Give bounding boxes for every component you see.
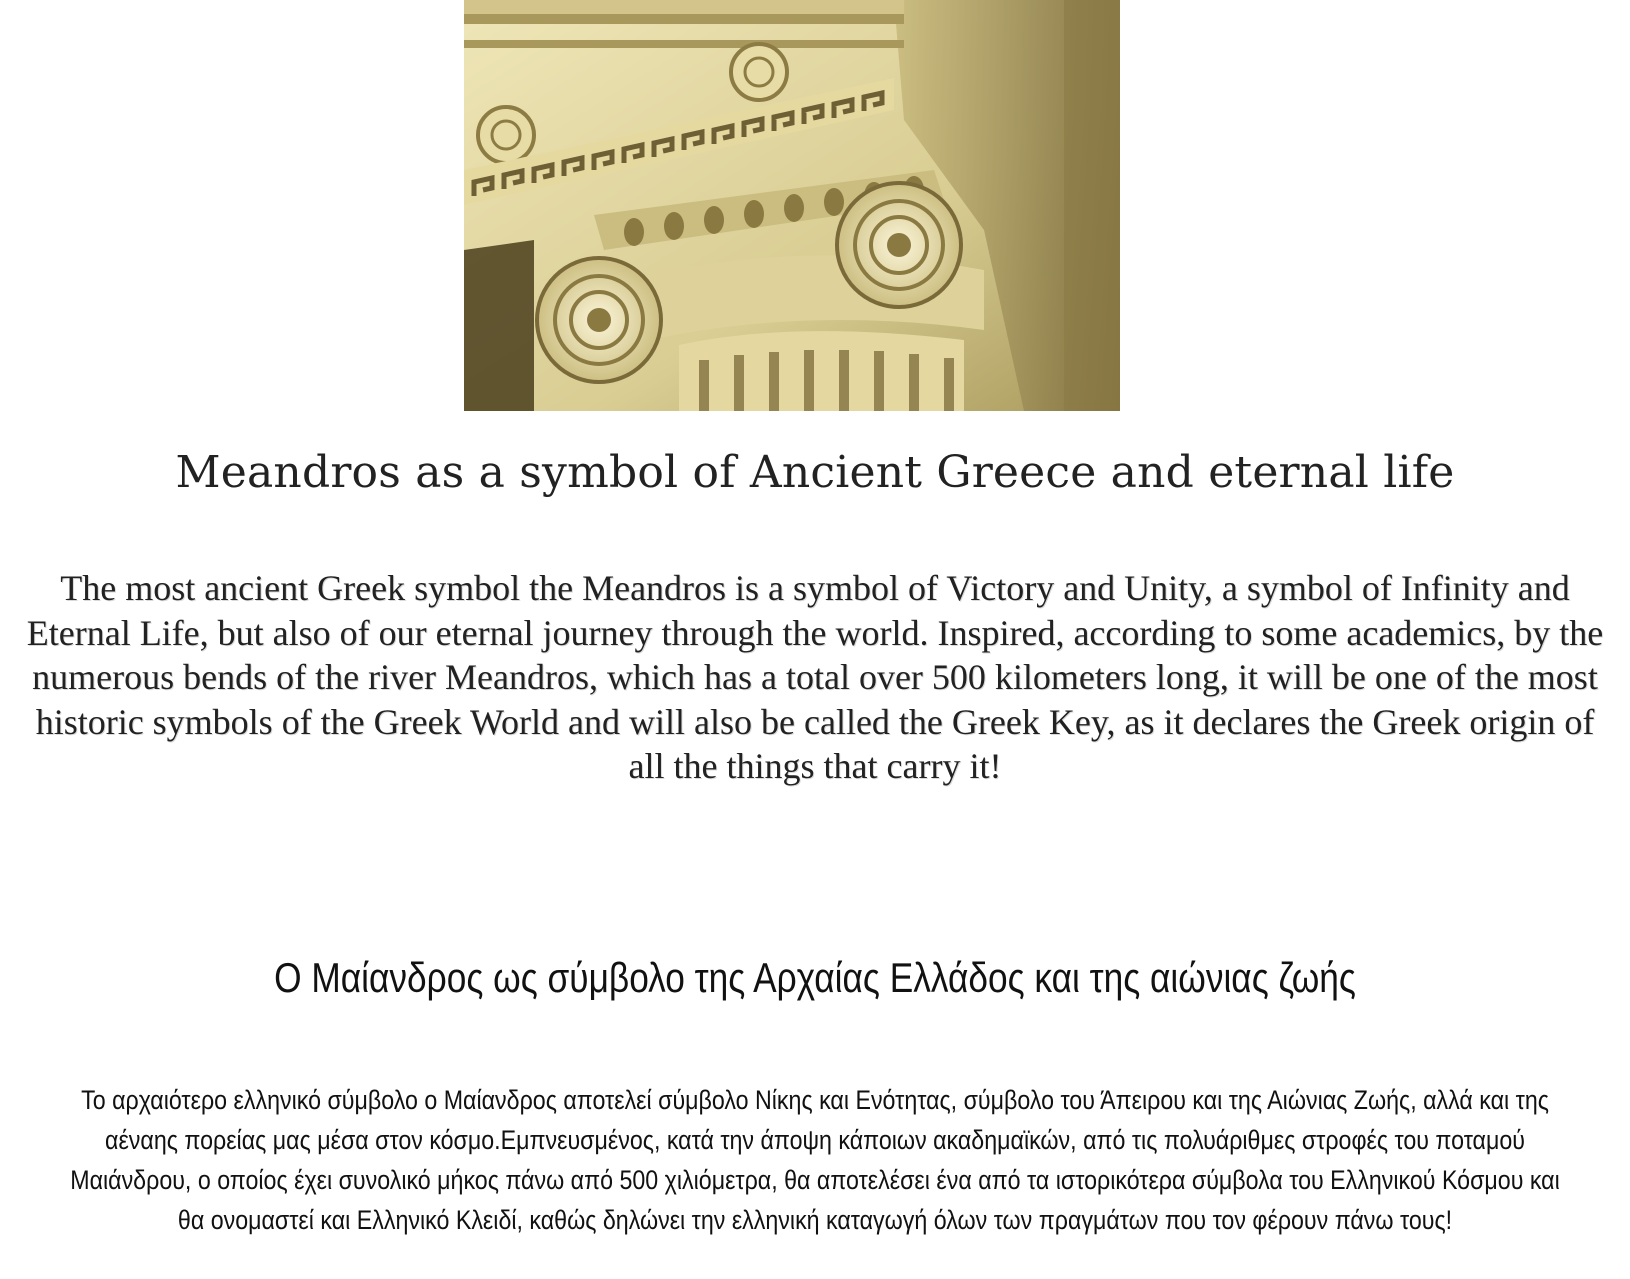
ionic-column-capital-photo xyxy=(464,0,1120,411)
greek-paragraph: Το αρχαιότερο ελληνικό σύμβολο ο Μαίανδρος αποτελεί σύμβολο Νίκης και Ενότητας, σύμβολο του Άπειρου και της Αιώνιας Ζωής, αλλά και της αέναης πορείας μας μέσα στον κόσμο.Εμπνευσμένος, κατά την άποψη κάποιων ακαδημαϊκών, από τις πολυάριθμες στροφές του ποταμού Μαιάνδρου, ο οποίος έχει συνολικό μήκος πάνω από 500 χιλιόμετρα, θα αποτελέσει ένα από τα ιστορικότερα σύμβολα του Ελληνικού Κόσμου και θα ονομαστεί και Ελληνικό Κλειδί, καθώς δηλώνει την ελληνική καταγωγή όλων των πραγμάτων που τον φέρουν πάνω τους! xyxy=(70,1085,1560,1235)
english-paragraph: The most ancient Greek symbol the Meandros is a symbol of Victory and Unity, a symbol of Infinity and Eternal Life, but also of our eternal journey through the world. Inspired, according to some academics, by the numerous bends of the river Meandros, which has a total over 500 kilometers long, it will be one of the most historic symbols of the Greek World and will also be called the Greek Key, as it declares the Greek origin of all the things that carry it! xyxy=(26,568,1604,786)
hero-image xyxy=(464,0,1120,411)
english-title: Meandros as a symbol of Ancient Greece and eternal life xyxy=(175,447,1455,498)
greek-title: Ο Μαίανδρος ως σύμβολο της Αρχαίας Ελλάδος και της αιώνιας ζωής xyxy=(274,954,1356,1001)
